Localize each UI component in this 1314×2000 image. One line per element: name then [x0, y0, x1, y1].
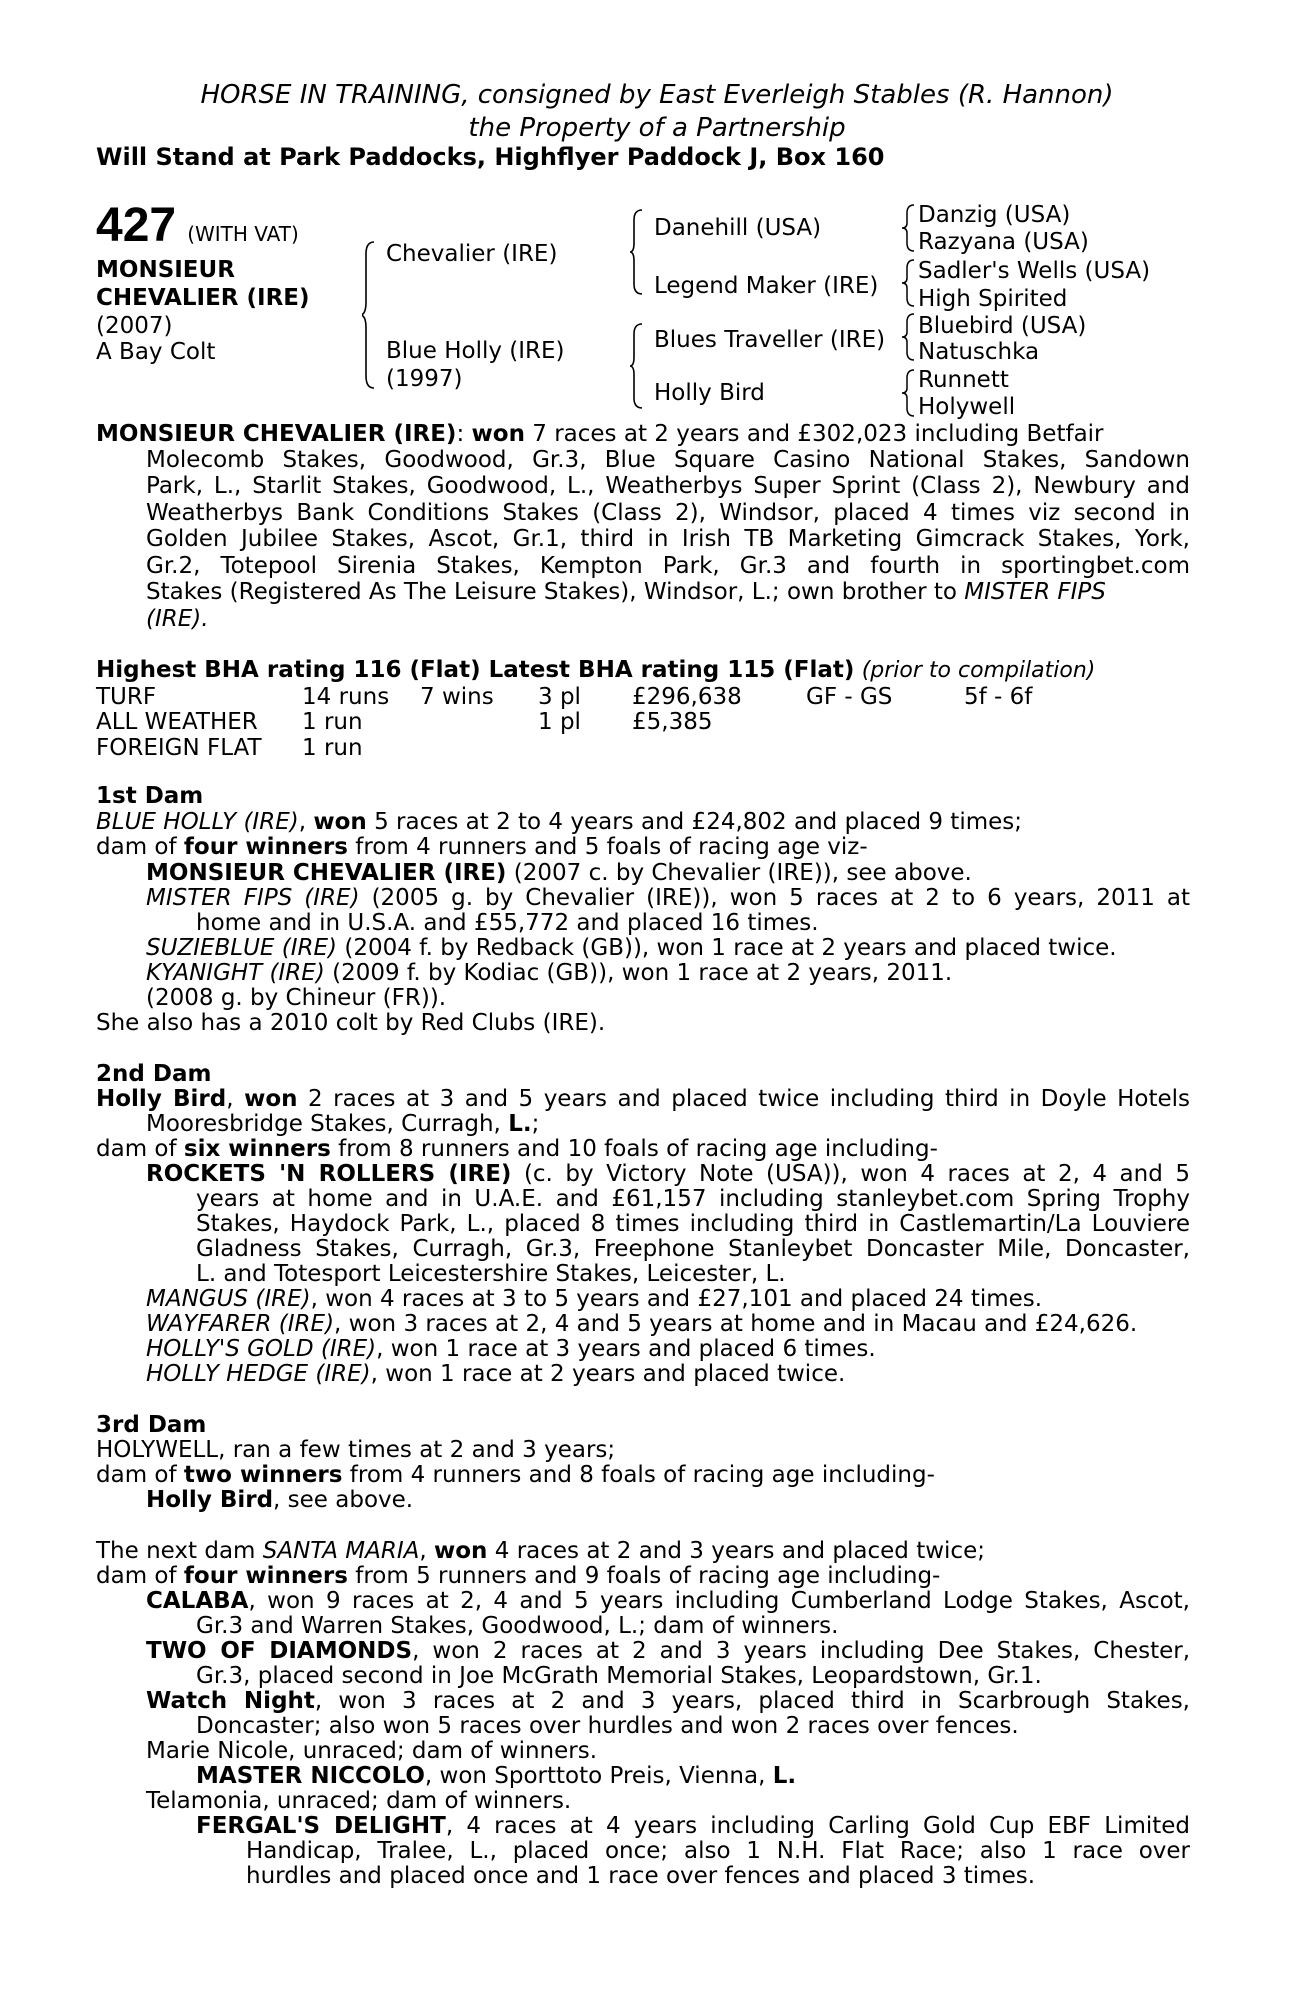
- header-location: Will Stand at Park Paddocks, Highflyer Paddock J, Box 160: [96, 143, 885, 171]
- horse-name-line1: MONSIEUR: [96, 257, 235, 283]
- nextdam-line-13: Handicap, Tralee, L., placed once; also 1 N.H. Flat Race; also 1 race over: [246, 1838, 1190, 1864]
- dam1-damof: dam of: [96, 834, 184, 860]
- nextdam-grand-offspring-1: MASTER NICCOLO: [196, 1763, 425, 1789]
- summary-line-4: Weatherbys Bank Conditions Stakes (Class 2), Windsor, placed 4 times viz second in: [146, 500, 1190, 526]
- dam2-line-7: Gladness Stakes, Curragh, Gr.3, Freephone Stanleybet Doncaster Mile, Doncaster,: [196, 1236, 1190, 1262]
- nextdam-winners: four winners: [183, 1563, 348, 1589]
- summary-line-8: (IRE).: [146, 606, 209, 632]
- summary-line-5: Golden Jubilee Stakes, Ascot, Gr.1, third in Irish TB Marketing Gimcrack Stakes, York,: [146, 526, 1190, 552]
- header-property: the Property of a Partnership: [468, 113, 846, 143]
- summary-line-1: [96, 422, 1190, 447]
- stats-row-turf-distance: 5f - 6f: [964, 684, 1033, 710]
- summary-horse-name: MONSIEUR CHEVALIER (IRE): [96, 421, 457, 447]
- dam3-line-3: [146, 1488, 413, 1513]
- pedigree-dam-year: (1997): [386, 366, 463, 392]
- sire-dam-brace: [362, 240, 382, 390]
- dam2-record: 2 races at 3 and 5 years and placed twice including third in Doyle Hotels: [297, 1086, 1191, 1112]
- dam3-see-above: , see above.: [273, 1487, 414, 1513]
- pedigree-dam-dam: Holly Bird: [654, 380, 765, 406]
- dam1-line-2: [96, 835, 868, 860]
- ratings-line: [96, 658, 1095, 683]
- stats-row-aw-placed: 1 pl: [538, 709, 581, 735]
- dam2-line-11: [146, 1337, 876, 1362]
- pedigree-g3: Sadler's Wells (USA): [918, 258, 1151, 284]
- pedigree-g5: Bluebird (USA): [918, 313, 1087, 339]
- pedigree-sire-sire: Danehill (USA): [654, 215, 822, 241]
- vat-label: (WITH VAT): [187, 222, 299, 246]
- stats-row-turf-going: GF - GS: [806, 684, 893, 710]
- nextdam-offspring-1-detail: , won 9 races at 2, 4 and 5 years including Cumberland Lodge Stakes, Ascot,: [248, 1588, 1190, 1614]
- pedigree-g1: Danzig (USA): [918, 202, 1071, 228]
- nextdam-line-12: [196, 1814, 1190, 1839]
- nextdam-offspring-3-detail: , won 3 races at 2 and 3 years, placed third in Scarbrough Stakes,: [314, 1688, 1190, 1714]
- dam2-heading: 2nd Dam: [96, 1061, 212, 1087]
- lot-block: [96, 198, 299, 253]
- dam1-offspring-2-detail: (2005 g. by Chevalier (IRE)), won 5 races at 2 to 6 years, 2011 at: [359, 885, 1191, 911]
- dam2-line-5: years at home and in U.A.E. and £61,157 including stanleybet.com Spring Trophy: [196, 1186, 1190, 1212]
- nextdam-offspring-3: Watch Night: [146, 1688, 315, 1714]
- sire-parents-brace: [630, 208, 650, 298]
- dam1-comma: ,: [298, 809, 314, 835]
- dam3-winners: two winners: [183, 1462, 343, 1488]
- nextdam-offspring-2: TWO OF DIAMONDS: [146, 1638, 413, 1664]
- dam3-foals: from 4 runners and 8 foals of racing age including-: [342, 1462, 935, 1488]
- dam1-foals: from 4 runners and 5 foals of racing age viz-: [347, 834, 868, 860]
- dam2-offspring-5-detail: , won 1 race at 2 years and placed twice.: [370, 1361, 846, 1387]
- dam2-line-4: [146, 1162, 1190, 1187]
- pedigree-dam: Blue Holly (IRE): [386, 338, 565, 364]
- stats-row-turf-prize: £296,638: [632, 684, 742, 710]
- stats-row-aw-runs: 1 run: [302, 709, 363, 735]
- stats-row-foreign-runs: 1 run: [302, 735, 363, 761]
- dam2-offspring-5: HOLLY HEDGE (IRE): [146, 1361, 371, 1387]
- nextdam-line-14: hurdles and placed once and 1 race over fences and placed 3 times.: [246, 1863, 1036, 1889]
- dam2-offspring-3: WAYFARER (IRE): [146, 1311, 335, 1337]
- nextdam-foals: from 5 runners and 9 foals of racing age including-: [347, 1563, 941, 1589]
- dam1-line-5: home and in U.S.A. and £55,772 and placed 16 times.: [196, 910, 819, 936]
- dam2-line-8: L. and Totesport Leicestershire Stakes, Leicester, L.: [196, 1261, 786, 1287]
- foaling-year: (2007): [96, 313, 173, 339]
- summary-line-6: Gr.2, Totepool Sirenia Stakes, Kempton Park, Gr.3 and fourth in sportingbet.com: [146, 553, 1190, 579]
- dam2-line-10: [146, 1312, 1137, 1337]
- dam2-line-9: [146, 1287, 1042, 1312]
- grandsire-brace-2: [900, 258, 918, 308]
- horse-name-line2: CHEVALIER (IRE): [96, 285, 310, 311]
- summary-colon: :: [456, 421, 465, 447]
- nextdam-intro: The next dam: [96, 1538, 263, 1564]
- ratings-note: (prior to compilation): [861, 658, 1096, 683]
- dam1-line-6: [146, 936, 1117, 961]
- nextdam-line-2: [96, 1564, 940, 1589]
- summary-line-2: Molecomb Stakes, Goodwood, Gr.3, Blue Square Casino National Stakes, Sandown: [146, 447, 1190, 473]
- summary-brother-name: MISTER FIPS: [964, 579, 1106, 605]
- dam1-offspring-1: MONSIEUR CHEVALIER (IRE): [146, 860, 507, 886]
- dam1-line-7: [146, 961, 952, 986]
- nextdam-offspring-1: CALABA: [146, 1588, 249, 1614]
- pedigree-g2: Razyana (USA): [918, 229, 1089, 255]
- stats-row-turf-wins: 7 wins: [420, 684, 494, 710]
- nextdam-line-6: Gr.3, placed second in Joe McGrath Memorial Stakes, Leopardstown, Gr.1.: [196, 1663, 1042, 1689]
- dam3-line-2: [96, 1463, 935, 1488]
- dam2-listed: L.: [508, 1111, 532, 1137]
- nextdam-line-1: [96, 1539, 985, 1564]
- dam2-offspring-2: MANGUS (IRE): [146, 1286, 311, 1312]
- dam2-offspring-1: ROCKETS 'N ROLLERS (IRE): [146, 1161, 512, 1187]
- stats-row-turf-placed: 3 pl: [538, 684, 581, 710]
- dam1-won: won: [313, 809, 367, 835]
- ratings-text: Highest BHA rating 116 (Flat) Latest BHA rating 115 (Flat): [96, 657, 855, 683]
- nextdam-record: 4 races at 2 and 3 years and placed twice;: [487, 1538, 985, 1564]
- pedigree-dam-sire: Blues Traveller (IRE): [654, 327, 886, 353]
- nextdam-grand-offspring-2-detail: , 4 races at 4 years including Carling Gold Cup EBF Limited: [445, 1813, 1191, 1839]
- grandsire-brace-4: [900, 368, 918, 418]
- summary-line-3: Park, L., Starlit Stakes, Goodwood, L., Weatherbys Super Sprint (Class 2), Newbury and: [146, 473, 1190, 499]
- dam2-foals: from 8 runners and 10 foals of racing age including-: [330, 1136, 938, 1162]
- dam1-line-4: [146, 886, 1190, 911]
- stats-row-aw-prize: £5,385: [632, 709, 713, 735]
- nextdam-line-5: [146, 1639, 1190, 1664]
- dam1-winners: four winners: [183, 834, 348, 860]
- dam2-line-2: [146, 1112, 539, 1137]
- pedigree-sire: Chevalier (IRE): [386, 241, 558, 267]
- stats-row-aw-label: ALL WEATHER: [96, 709, 258, 735]
- horse-description: A Bay Colt: [96, 339, 216, 365]
- dam2-race: Mooresbridge Stakes, Curragh,: [146, 1111, 509, 1137]
- nextdam-line-7: [146, 1689, 1190, 1714]
- dam2-line-6: Stakes, Haydock Park, L., placed 8 times including third in Castlemartin/La Louviere: [196, 1211, 1190, 1237]
- dam2-offspring-4-detail: , won 1 race at 3 years and placed 6 times.: [376, 1336, 876, 1362]
- stats-table: [0, 684, 1314, 764]
- nextdam-line-9: Marie Nicole, unraced; dam of winners.: [146, 1738, 598, 1764]
- dam2-line-1: [96, 1087, 1190, 1112]
- dam2-offspring-4: HOLLY'S GOLD (IRE): [146, 1336, 377, 1362]
- dam3-offspring: Holly Bird: [146, 1487, 274, 1513]
- dam2-offspring-3-detail: , won 3 races at 2, 4 and 5 years at home and in Macau and £24,626.: [334, 1311, 1138, 1337]
- dam2-line-3: [96, 1137, 938, 1162]
- dam1-record: 5 races at 2 to 4 years and £24,802 and placed 9 times;: [366, 809, 1022, 835]
- stats-row-turf-label: TURF: [96, 684, 157, 710]
- summary-line-7-text: Stakes (Registered As The Leisure Stakes), Windsor, L.; own brother to: [146, 579, 957, 605]
- nextdam-damof: dam of: [96, 1563, 184, 1589]
- grandsire-brace-3: [900, 312, 918, 362]
- dam1-line-1: [96, 810, 1022, 835]
- summary-won: won: [471, 421, 525, 447]
- dam2-offspring-1-detail: (c. by Victory Note (USA)), won 4 races at 2, 4 and 5: [511, 1161, 1190, 1187]
- dam2-name: Holly Bird: [96, 1086, 227, 1112]
- pedigree-g8: Holywell: [918, 394, 1016, 420]
- pedigree-g4: High Spirited: [918, 286, 1068, 312]
- nextdam-line-11: Telamonia, unraced; dam of winners.: [146, 1788, 572, 1814]
- lot-number: 427: [96, 199, 177, 252]
- nextdam-line-10: [196, 1764, 796, 1789]
- dam2-comma: ,: [226, 1086, 245, 1112]
- pedigree-sire-dam: Legend Maker (IRE): [654, 273, 879, 299]
- dam1-offspring-3: SUZIEBLUE (IRE): [146, 935, 338, 961]
- dam1-heading: 1st Dam: [96, 783, 204, 809]
- dam2-won: won: [244, 1086, 298, 1112]
- grandsire-brace-1: [900, 203, 918, 253]
- nextdam-comma: ,: [419, 1538, 434, 1564]
- dam1-line-9: She also has a 2010 colt by Red Clubs (IRE).: [96, 1010, 606, 1036]
- nextdam-name: SANTA MARIA: [262, 1538, 420, 1564]
- dam1-offspring-4: KYANIGHT (IRE): [146, 960, 325, 986]
- header-consignor: HORSE IN TRAINING, consigned by East Everleigh Stables (R. Hannon): [200, 80, 1114, 110]
- dam1-offspring-1-detail: (2007 c. by Chevalier (IRE)), see above.: [506, 860, 972, 886]
- nextdam-line-4: Gr.3 and Warren Stakes, Goodwood, L.; dam of winners.: [196, 1613, 839, 1639]
- nextdam-won: won: [434, 1538, 488, 1564]
- nextdam-offspring-2-detail: , won 2 races at 2 and 3 years including Dee Stakes, Chester,: [412, 1638, 1191, 1664]
- dam2-damof: dam of: [96, 1136, 184, 1162]
- dam3-line-1: HOLYWELL, ran a few times at 2 and 3 years;: [96, 1437, 616, 1463]
- dam2-offspring-2-detail: , won 4 races at 3 to 5 years and £27,101 and placed 24 times.: [310, 1286, 1043, 1312]
- nextdam-grand-offspring-1-detail: , won Sporttoto Preis, Vienna,: [424, 1763, 773, 1789]
- dam2-semicolon: ;: [531, 1111, 540, 1137]
- pedigree-g7: Runnett: [918, 367, 1009, 393]
- dam1-offspring-4-detail: (2009 f. by Kodiac (GB)), won 1 race at 2 years, 2011.: [324, 960, 953, 986]
- dam1-name: BLUE HOLLY (IRE): [96, 809, 299, 835]
- summary-line-7: [146, 580, 1106, 605]
- pedigree-g6: Natuschka: [918, 339, 1040, 365]
- dam1-offspring-2: MISTER FIPS (IRE): [146, 885, 360, 911]
- stats-row-foreign-label: FOREIGN FLAT: [96, 735, 262, 761]
- nextdam-line-8: Doncaster; also won 5 races over hurdles and won 2 races over fences.: [196, 1713, 1019, 1739]
- dam-parents-brace: [630, 322, 650, 412]
- dam2-line-12: [146, 1362, 845, 1387]
- stats-row-turf-runs: 14 runs: [302, 684, 390, 710]
- nextdam-grand-offspring-2: FERGAL'S DELIGHT: [196, 1813, 446, 1839]
- summary-line-1-text: 7 races at 2 years and £302,023 including Betfair: [532, 421, 1104, 447]
- dam3-damof: dam of: [96, 1462, 184, 1488]
- dam2-winners: six winners: [183, 1136, 331, 1162]
- dam1-offspring-3-detail: (2004 f. by Redback (GB)), won 1 race at 2 years and placed twice.: [337, 935, 1117, 961]
- dam3-heading: 3rd Dam: [96, 1412, 207, 1438]
- dam1-line-8: (2008 g. by Chineur (FR)).: [146, 985, 447, 1011]
- nextdam-line-3: [146, 1589, 1190, 1614]
- nextdam-grand-offspring-1-listed: L.: [772, 1763, 797, 1789]
- dam1-line-3: [146, 861, 972, 886]
